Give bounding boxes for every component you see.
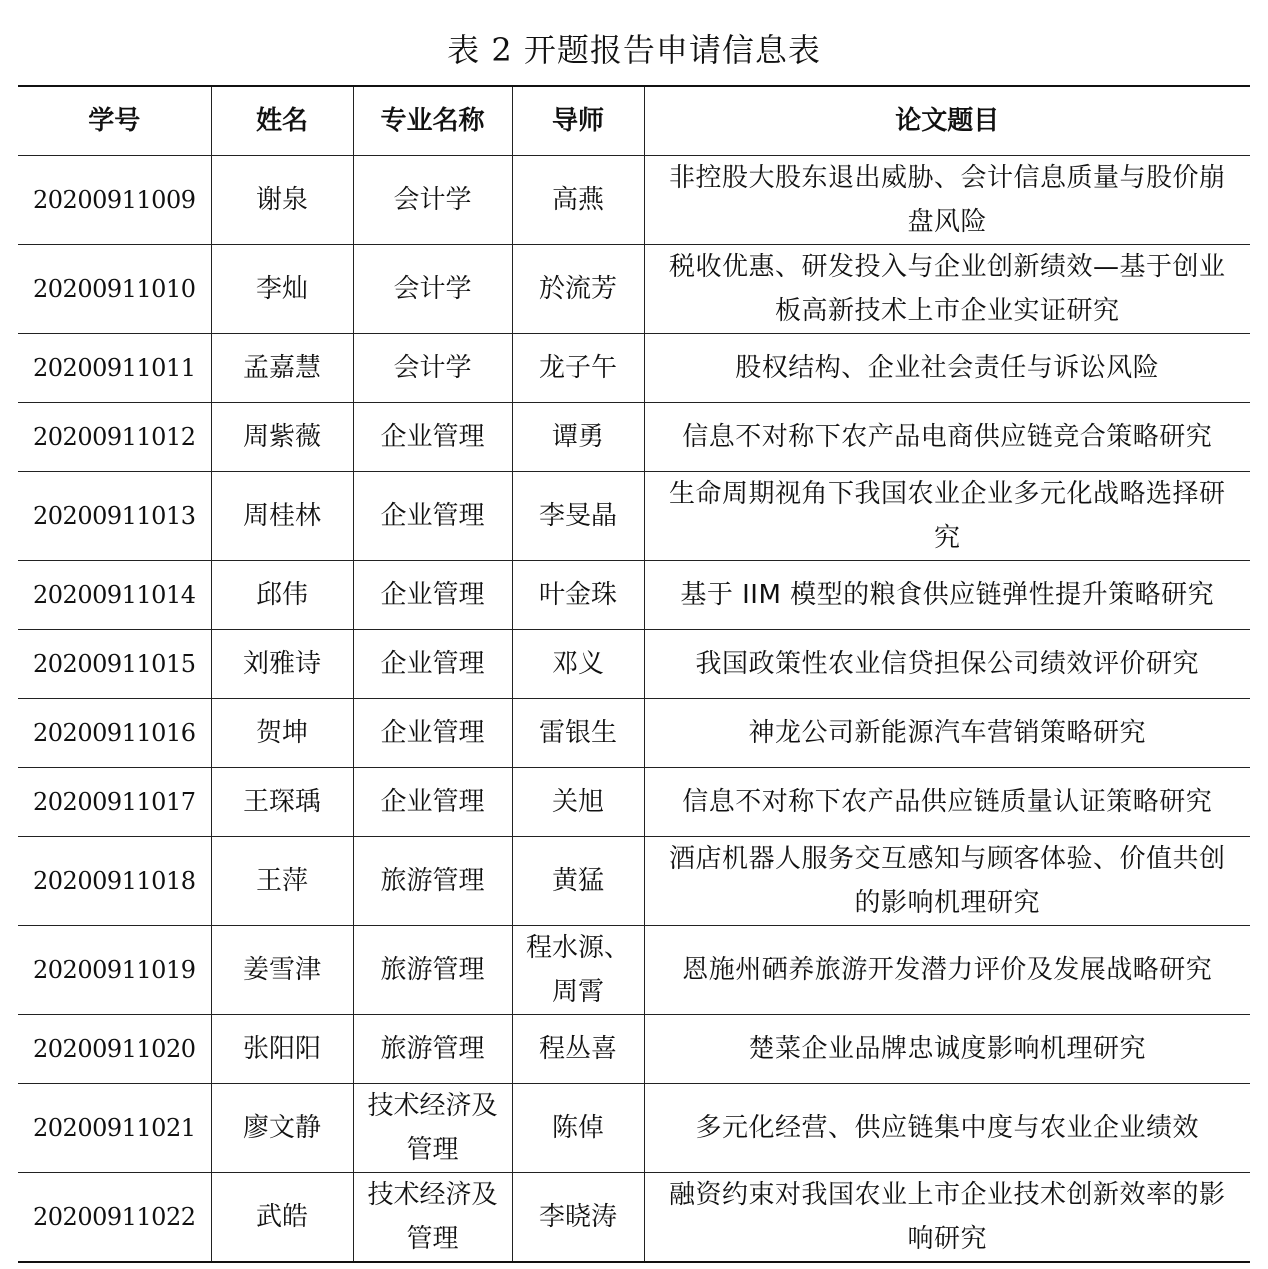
table-row	[18, 698, 1250, 767]
header-student-id: 学号	[18, 86, 211, 155]
cell-thesis: 生命周期视角下我国农业企业多元化战略选择研究	[644, 471, 1250, 560]
cell-name: 姜雪津	[211, 925, 353, 1014]
table-row	[18, 333, 1250, 402]
cell-thesis: 非控股大股东退出威胁、会计信息质量与股价崩盘风险	[644, 155, 1250, 244]
cell-advisor: 黄猛	[512, 836, 644, 925]
cell-student-id: 20200911010	[18, 244, 211, 333]
cell-major: 企业管理	[353, 767, 512, 836]
cell-name: 张阳阳	[211, 1014, 353, 1083]
cell-major: 会计学	[353, 244, 512, 333]
cell-student-id: 20200911015	[18, 629, 211, 698]
cell-name: 廖文静	[211, 1083, 353, 1172]
cell-name: 李灿	[211, 244, 353, 333]
table-row	[18, 629, 1250, 698]
cell-major: 会计学	[353, 333, 512, 402]
cell-thesis: 基于 IIM 模型的粮食供应链弹性提升策略研究	[644, 560, 1250, 629]
cell-student-id: 20200911011	[18, 333, 211, 402]
cell-major: 旅游管理	[353, 836, 512, 925]
header-advisor: 导师	[512, 86, 644, 155]
header-thesis: 论文题目	[644, 86, 1250, 155]
table-header	[18, 86, 1250, 155]
page-title: 表 2 开题报告申请信息表	[447, 31, 821, 69]
cell-student-id: 20200911020	[18, 1014, 211, 1083]
cell-thesis: 税收优惠、研发投入与企业创新绩效—基于创业板高新技术上市企业实证研究	[644, 244, 1250, 333]
cell-name: 王萍	[211, 836, 353, 925]
cell-name: 孟嘉慧	[211, 333, 353, 402]
cell-name: 邱伟	[211, 560, 353, 629]
cell-thesis: 我国政策性农业信贷担保公司绩效评价研究	[644, 629, 1250, 698]
table-row	[18, 1083, 1250, 1172]
table-row	[18, 560, 1250, 629]
cell-name: 王琛瑀	[211, 767, 353, 836]
table-row	[18, 1172, 1250, 1262]
cell-advisor: 陈倬	[512, 1083, 644, 1172]
cell-major: 企业管理	[353, 698, 512, 767]
cell-thesis: 楚菜企业品牌忠诚度影响机理研究	[644, 1014, 1250, 1083]
cell-student-id: 20200911017	[18, 767, 211, 836]
header-major: 专业名称	[353, 86, 512, 155]
cell-student-id: 20200911012	[18, 402, 211, 471]
cell-advisor: 谭勇	[512, 402, 644, 471]
header-row	[18, 86, 1250, 155]
cell-major: 技术经济及管理	[353, 1172, 512, 1262]
table-body	[18, 155, 1250, 1262]
cell-thesis: 神龙公司新能源汽车营销策略研究	[644, 698, 1250, 767]
cell-advisor: 龙子午	[512, 333, 644, 402]
cell-thesis: 信息不对称下农产品电商供应链竞合策略研究	[644, 402, 1250, 471]
cell-name: 谢泉	[211, 155, 353, 244]
cell-name: 周紫薇	[211, 402, 353, 471]
table-row	[18, 244, 1250, 333]
cell-major: 企业管理	[353, 402, 512, 471]
cell-name: 武皓	[211, 1172, 353, 1262]
cell-advisor: 高燕	[512, 155, 644, 244]
cell-student-id: 20200911009	[18, 155, 211, 244]
cell-student-id: 20200911018	[18, 836, 211, 925]
cell-thesis: 股权结构、企业社会责任与诉讼风险	[644, 333, 1250, 402]
cell-student-id: 20200911016	[18, 698, 211, 767]
cell-student-id: 20200911022	[18, 1172, 211, 1262]
cell-thesis: 融资约束对我国农业上市企业技术创新效率的影响研究	[644, 1172, 1250, 1262]
cell-student-id: 20200911014	[18, 560, 211, 629]
cell-thesis: 信息不对称下农产品供应链质量认证策略研究	[644, 767, 1250, 836]
table-row	[18, 155, 1250, 244]
cell-major: 企业管理	[353, 629, 512, 698]
cell-advisor: 叶金珠	[512, 560, 644, 629]
table-row	[18, 402, 1250, 471]
cell-major: 企业管理	[353, 471, 512, 560]
cell-name: 刘雅诗	[211, 629, 353, 698]
cell-advisor: 雷银生	[512, 698, 644, 767]
cell-student-id: 20200911019	[18, 925, 211, 1014]
cell-thesis: 恩施州硒养旅游开发潜力评价及发展战略研究	[644, 925, 1250, 1014]
info-table	[18, 85, 1250, 1263]
cell-advisor: 李晓涛	[512, 1172, 644, 1262]
cell-thesis: 酒店机器人服务交互感知与顾客体验、价值共创的影响机理研究	[644, 836, 1250, 925]
table-row	[18, 471, 1250, 560]
cell-major: 会计学	[353, 155, 512, 244]
cell-advisor: 程水源、周霄	[512, 925, 644, 1014]
cell-major: 旅游管理	[353, 925, 512, 1014]
cell-major: 旅游管理	[353, 1014, 512, 1083]
cell-advisor: 邓义	[512, 629, 644, 698]
table-row	[18, 836, 1250, 925]
table-row	[18, 1014, 1250, 1083]
header-name: 姓名	[211, 86, 353, 155]
cell-advisor: 李旻晶	[512, 471, 644, 560]
cell-advisor: 於流芳	[512, 244, 644, 333]
cell-major: 企业管理	[353, 560, 512, 629]
table-container	[18, 85, 1250, 1263]
cell-student-id: 20200911013	[18, 471, 211, 560]
cell-student-id: 20200911021	[18, 1083, 211, 1172]
cell-thesis: 多元化经营、供应链集中度与农业企业绩效	[644, 1083, 1250, 1172]
cell-name: 周桂林	[211, 471, 353, 560]
cell-major: 技术经济及管理	[353, 1083, 512, 1172]
table-row	[18, 925, 1250, 1014]
cell-name: 贺坤	[211, 698, 353, 767]
table-row	[18, 767, 1250, 836]
cell-advisor: 程丛喜	[512, 1014, 644, 1083]
cell-advisor: 关旭	[512, 767, 644, 836]
